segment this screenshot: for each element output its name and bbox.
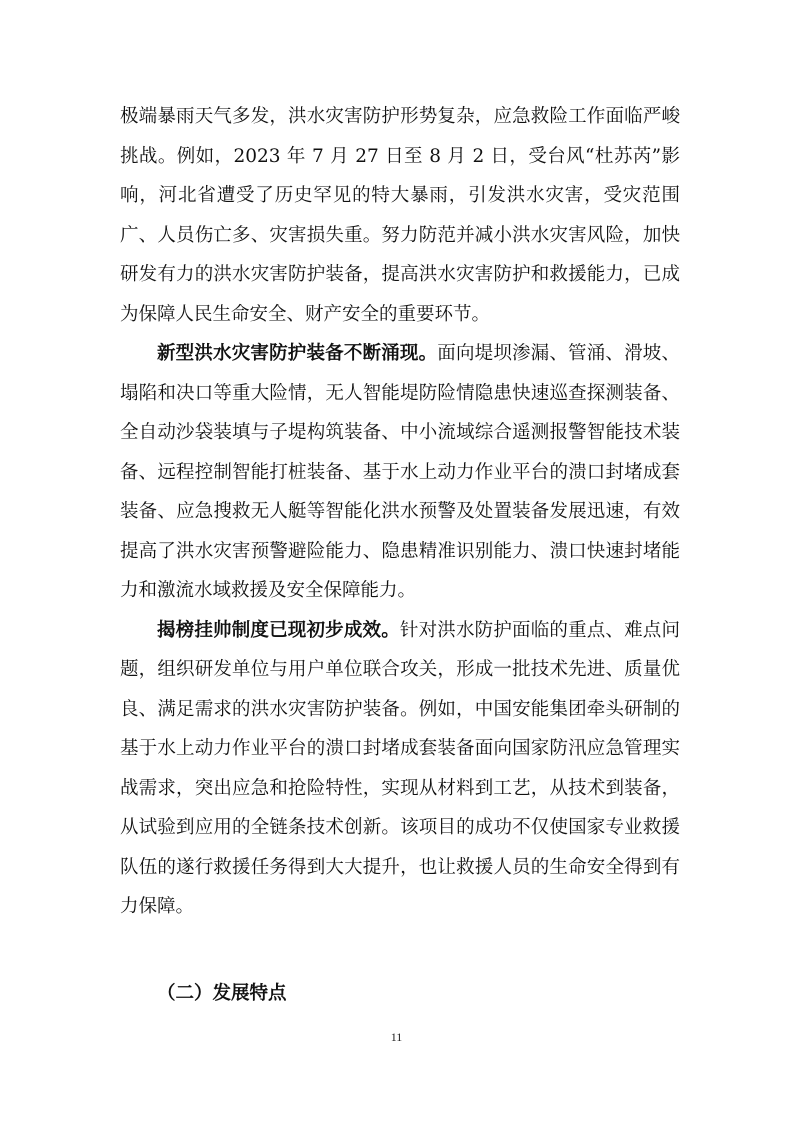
paragraph-3-lead: 揭榜挂帅制度已现初步成效。 [157, 619, 400, 641]
section-heading: （二）发展特点 [157, 983, 287, 1004]
paragraph-1 [120, 97, 680, 334]
paragraph-1-text: 极端暴雨天气多发，洪水灾害防护形势复杂，应急救险工作面临严峻挑战。例如，2023 年 7 月 27 日至 8 月 2 日，受台风“杜苏芮”影响，河北省遭受了历史罕见的特大暴雨，引发洪水灾害，受灾范围广、人员伤亡多、灾害损失重。努力防范并减小洪水灾害风险，加快研发有力的洪水灾害防护装备，提高洪水灾害防护和救援能力，已成为保障人民生命安全、财产安全的重要环节。 [120, 106, 680, 325]
paragraph-2 [120, 334, 680, 611]
paragraph-3-text: 针对洪水防护面临的重点、难点问题，组织研发单位与用户单位联合攻关，形成一批技术先进、质量优良、满足需求的洪水灾害防护装备。例如，中国安能集团牵头研制的基于水上动力作业平台的溃口封堵成套装备面向国家防汛应急管理实战需求，突出应急和抢险特性，实现从材料到工艺，从技术到装备，从试验到应用的全链条技术创新。该项目的成功不仅使国家专业救援队伍的遂行救援任务得到大大提升，也让救援人员的生命安全得到有力保障。 [120, 619, 680, 917]
paragraph-2-lead: 新型洪水灾害防护装备不断涌现。 [157, 343, 438, 364]
paragraph-2-text: 面向堤坝渗漏、管涌、滑坡、塌陷和决口等重大险情，无人智能堤防险情隐患快速巡查探测装备、全自动沙袋装填与子堤构筑装备、中小流域综合遥测报警智能技术装备、远程控制智能打桩装备、基于水上动力作业平台的溃口封堵成套装备、应急搜救无人艇等智能化洪水预警及处置装备发展迅速，有效提高了洪水灾害预警避险能力、隐患精准识别能力、溃口快速封堵能力和激流水域救援及安全保障能力。 [120, 343, 680, 601]
paragraph-3 [120, 611, 680, 927]
page-number: 11 [390, 1030, 403, 1044]
body-text [120, 97, 680, 927]
